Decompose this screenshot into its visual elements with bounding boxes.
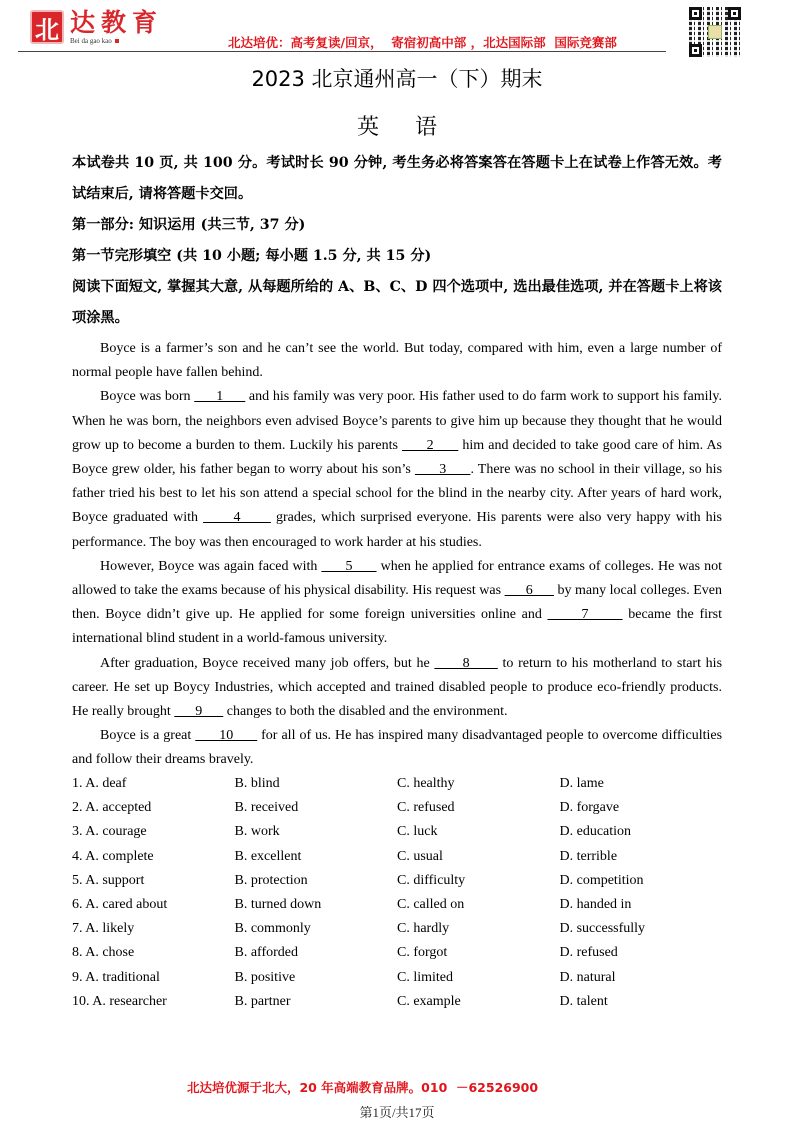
option-choice: C. forgot <box>397 945 448 961</box>
header-slogan: 北达培优：高考复读/回京， 寄宿初高中部 ，北达国际部 国际竞赛部 <box>228 35 617 50</box>
passage-text: him and decided to take good care of him. As Boyce grew older, his father began to worry about his son’s <box>72 437 722 478</box>
question-options-row <box>72 869 732 893</box>
option-choice: 1. A. deaf <box>72 776 127 791</box>
part-heading: 第一部分: 知识运用 (共三节, 37 分) <box>72 217 306 233</box>
answer-blank: 2 <box>402 437 459 453</box>
passage-text: when he applied for entrance exams of colleges. He was not allowed to take the exams because of his physical disability. His request was <box>72 558 722 599</box>
option-choice: B. turned down <box>234 896 322 912</box>
option-choice: B. positive <box>234 969 296 985</box>
option-choice: 2. A. accepted <box>72 800 152 816</box>
passage-paragraph <box>72 337 722 385</box>
option-choice: D. forgave <box>559 800 620 816</box>
option-choice: C. called on <box>397 896 465 912</box>
passage-text: However, Boyce was again faced with <box>100 558 322 574</box>
option-choice: B. commonly <box>234 921 311 937</box>
option-choice: D. competition <box>559 872 644 888</box>
passage-text: changes to both the disabled and the environment. <box>223 704 508 720</box>
option-choice: 5. A. support <box>72 872 145 888</box>
passage-text: by many local colleges. Even then. Boyce didn’t give up. He applied for some foreign universities online and <box>72 583 723 623</box>
option-choice: 6. A. cared about <box>72 896 168 912</box>
question-options-row <box>72 820 732 844</box>
document-title: 2023 北京通州高一（下）期末 <box>251 67 543 91</box>
option-choice: 10. A. researcher <box>72 993 167 1009</box>
page-header <box>0 0 794 60</box>
option-choice: 8. A. chose <box>72 945 135 961</box>
footer-slogan: 北达培优源于北大，20 年高端教育品牌。010 －62526900 <box>186 1080 539 1095</box>
passage-paragraph <box>72 385 722 554</box>
option-choice: 3. A. courage <box>72 824 147 840</box>
option-choice: D. talent <box>559 993 608 1009</box>
option-choice: D. refused <box>559 945 618 961</box>
passage-paragraph <box>72 652 722 725</box>
answer-blank: 5 <box>321 558 377 574</box>
option-choice: C. hardly <box>397 921 450 937</box>
passage-text: Boyce is a farmer’s son and he can’t see the world. But today, compared with him, even a large number of normal people have fallen behind. <box>72 341 722 381</box>
option-choice: B. excellent <box>234 848 302 864</box>
question-options-row <box>72 845 732 869</box>
question-options-row <box>72 917 732 941</box>
option-choice: D. education <box>559 824 632 840</box>
passage-text: Boyce was born <box>100 389 195 405</box>
page-indicator: 第1页/共17页 <box>359 1105 435 1120</box>
question-options-row <box>72 796 732 820</box>
option-choice: C. luck <box>397 824 438 840</box>
passage-text: grades, which surprised everyone. His parents were also very happy with his performance. The boy was then encouraged to work harder at his studies. <box>72 510 723 550</box>
section-directions: 阅读下面短文, 掌握其大意, 从每题所给的 A、B、C、D 四个选项中, 选出最佳选项, 并在答题卡上将该项涂黑。 <box>72 279 722 326</box>
qr-finder-icon <box>689 7 702 20</box>
qr-logo-icon <box>708 25 722 39</box>
cloze-passage <box>72 337 722 773</box>
option-choice: C. example <box>397 993 461 1009</box>
passage-text: After graduation, Boyce received many job offers, but he <box>100 655 435 671</box>
option-choice: C. difficulty <box>397 872 466 888</box>
answer-blank: 7 <box>547 607 623 623</box>
passage-text: for all of us. He has inspired many disadvantaged people to overcome difficulties and follow their dreams bravely. <box>72 728 723 768</box>
option-choice: D. successfully <box>559 921 646 937</box>
passage-text: . There was no school in their village, so his father tried his best to let his son attend a special school for the blind in the nearby city. After years of hard work, Boyce graduated with <box>72 462 723 526</box>
option-choice: 9. A. traditional <box>72 969 160 985</box>
option-choice: B. partner <box>234 993 291 1009</box>
option-choice: B. received <box>234 800 299 816</box>
option-choice: D. handed in <box>559 896 632 912</box>
answer-blank: 6 <box>504 583 554 599</box>
question-options-row <box>72 941 732 965</box>
option-choice: 7. A. likely <box>72 921 135 937</box>
question-options-row <box>72 893 732 917</box>
option-choice: B. afforded <box>234 945 298 961</box>
subject-title: 英语 <box>356 115 473 140</box>
option-choice: B. protection <box>234 872 308 888</box>
answer-blank: 4 <box>203 510 271 526</box>
answer-blank: 10 <box>195 728 258 744</box>
logo-mark-icon: 北 <box>30 10 64 44</box>
option-choice: 4. A. complete <box>72 848 154 864</box>
option-choice: C. limited <box>397 969 453 985</box>
header-divider <box>18 51 666 52</box>
qr-finder-icon <box>728 7 741 20</box>
logo-text: 达教育 <box>70 8 164 37</box>
exam-instructions: 本试卷共 10 页, 共 100 分。考试时长 90 分钟, 考生务必将答案答在答题卡上在试卷上作答无效。考试结束后, 请将答题卡交回。 <box>72 155 722 202</box>
option-choice: C. usual <box>397 848 443 864</box>
qr-finder-icon <box>689 44 702 57</box>
passage-text: Boyce is a great <box>100 728 196 744</box>
section-heading: 第一节完形填空 (共 10 小题; 每小题 1.5 分, 共 15 分) <box>72 248 432 264</box>
logo-dot-icon <box>115 39 119 43</box>
passage-text: to return to his motherland to start his career. He set up Boycy Industries, which accepted and trained disabled people to produce eco-friendly products. He really brought <box>72 655 723 720</box>
passage-paragraph <box>72 555 722 652</box>
option-choice: C. refused <box>397 800 455 816</box>
qr-code-icon <box>689 7 741 57</box>
option-choice: D. natural <box>559 969 616 985</box>
option-choice: C. healthy <box>397 776 455 791</box>
answer-blank: 3 <box>414 462 471 478</box>
question-options-row <box>72 990 732 1014</box>
passage-text: became the first international blind student in a world-famous university. <box>72 607 722 647</box>
question-options-row <box>72 772 732 796</box>
answer-blank: 9 <box>174 704 224 720</box>
logo-pinyin: Bei da gao kao <box>70 37 163 45</box>
option-choice: B. blind <box>234 776 280 791</box>
instructions <box>72 148 722 334</box>
question-options-row <box>72 966 732 990</box>
option-choice: B. work <box>234 824 280 840</box>
option-choice: D. terrible <box>559 848 618 864</box>
answer-options <box>72 772 732 1014</box>
answer-blank: 8 <box>434 655 498 671</box>
option-choice: D. lame <box>559 776 604 791</box>
passage-text: and his family was very poor. His father used to do farm work to support his family. When he was born, the neighbors even advised Boyce’s parents to give him up because they thought that he would grow up to become a burden to them. Luckily his parents <box>72 389 723 453</box>
answer-blank: 1 <box>194 389 246 405</box>
passage-paragraph <box>72 724 722 772</box>
brand-logo <box>30 10 163 45</box>
